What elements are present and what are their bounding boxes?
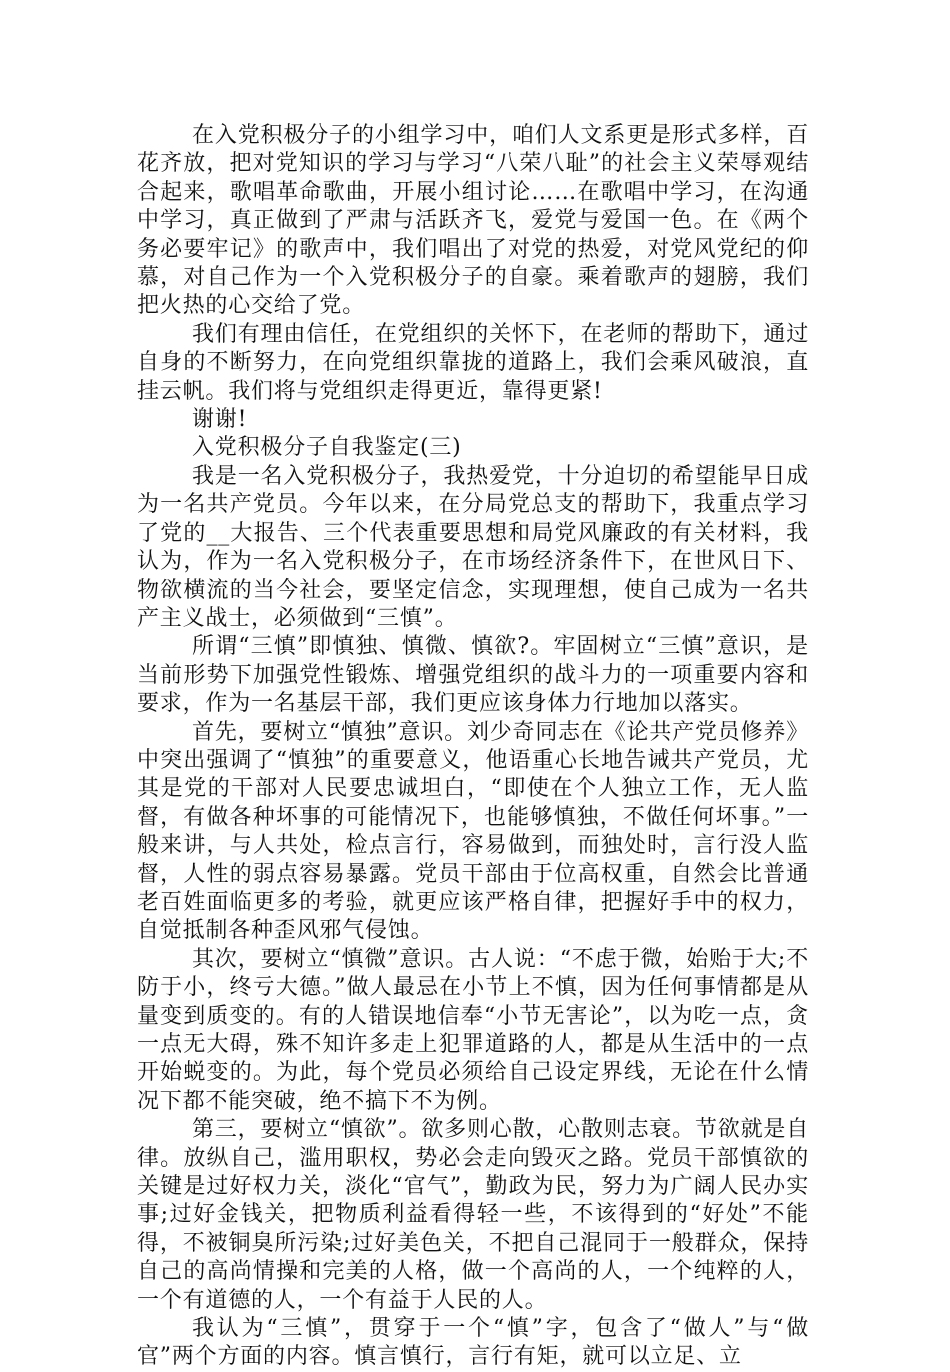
- paragraph-shenwei: 其次，要树立“慎微”意识。古人说：“不虑于微，始贻于大;不防于小，终亏大德。”做人最忌在小节上不慎，因为任何事情都是从量变到质变的。有的人错误地信奉“小节无害论”，以为吃一点，贪一点无大碍，殊不知许多走上犯罪道路的人，都是从生活中的一点开始蜕变的。为此，每个党员必须给自己设定界线，无论在什么情况下都不能突破，绝不搞下不为例。: [137, 946, 809, 1114]
- paragraph-shenyu: 第三，要树立“慎欲”。欲多则心散，心散则志衰。节欲就是自律。放纵自己，滥用职权，势必会走向毁灭之路。党员干部慎欲的关键是过好权力关，淡化“官气”，勤政为民，努力为广阔人民办实事;过好金钱关，把物质利益看得轻一些，不该得到的“好处”不能得，不被铜臭所污染;过好美色关，不把自己混同于一般群众，保持自己的高尚情操和完美的人格，做一个高尚的人，一个纯粹的人，一个有道德的人，一个有益于人民的人。: [137, 1117, 809, 1313]
- paragraph-group-study: 在入党积极分子的小组学习中，咱们人文系更是形式多样，百花齐放，把对党知识的学习与学习“八荣八耻”的社会主义荣辱观结合起来，歌唱革命歌曲，开展小组讨论……在歌唱中学习，在沟通中学习，真正做到了严肃与活跃齐飞，爱党与爱国一色。在《两个务必要牢记》的歌声中，我们唱出了对党的热爱，对党风党纪的仰慕，对自己作为一个入党积极分子的自豪。乘着歌声的翅膀，我们把火热的心交给了党。: [137, 123, 809, 319]
- paragraph-shendu: 首先，要树立“慎独”意识。刘少奇同志在《论共产党员修养》中突出强调了“慎独”的重要意义，他语重心长地告诫共产党员，尤其是党的干部对人民要忠诚坦白，“即使在个人独立工作，无人监督，有做各种坏事的可能情况下，也能够慎独，不做任何坏事。”一般来讲，与人共处，检点言行，容易做到，而独处时，言行没人监督，人性的弱点容易暴露。党员干部由于位高权重，自然会比普通老百姓面临更多的考验，就更应该严格自律，把握好手中的权力，自觉抵制各种歪风邪气侵蚀。: [137, 719, 809, 944]
- document-body: [137, 122, 809, 1372]
- paragraph-self-intro: 我是一名入党积极分子，我热爱党，十分迫切的希望能早日成为一名共产党员。今年以来，在分局党总支的帮助下，我重点学习了党的__大报告、三个代表重要思想和局党风廉政的有关材料，我认为，作为一名入党积极分子，在市场经济条件下，在世风日下、物欲横流的当今社会，要坚定信念，实现理想，使自己成为一名共产主义战士，必须做到“三慎”。: [137, 463, 809, 631]
- paragraph-trust-party: 我们有理由信任，在党组织的关怀下，在老师的帮助下，通过自身的不断努力，在向党组织靠拢的道路上，我们会乘风破浪，直挂云帆。我们将与党组织走得更近，靠得更紧!: [137, 321, 809, 404]
- paragraph-three-cautions: 所谓“三慎”即慎独、慎微、慎欲?。牢固树立“三慎”意识，是当前形势下加强党性锻炼、增强党组织的战斗力的一项重要内容和要求，作为一名基层干部，我们更应该身体力行地加以落实。: [137, 634, 809, 717]
- paragraph-conclusion: 我认为“三慎”，贯穿于一个“慎”字，包含了“做人”与“做官”两个方面的内容。慎言慎行，言行有矩，就可以立足、立: [137, 1316, 809, 1370]
- paragraph-thanks: 谢谢!: [192, 407, 248, 433]
- section-title: 入党积极分子自我鉴定(三): [192, 435, 462, 461]
